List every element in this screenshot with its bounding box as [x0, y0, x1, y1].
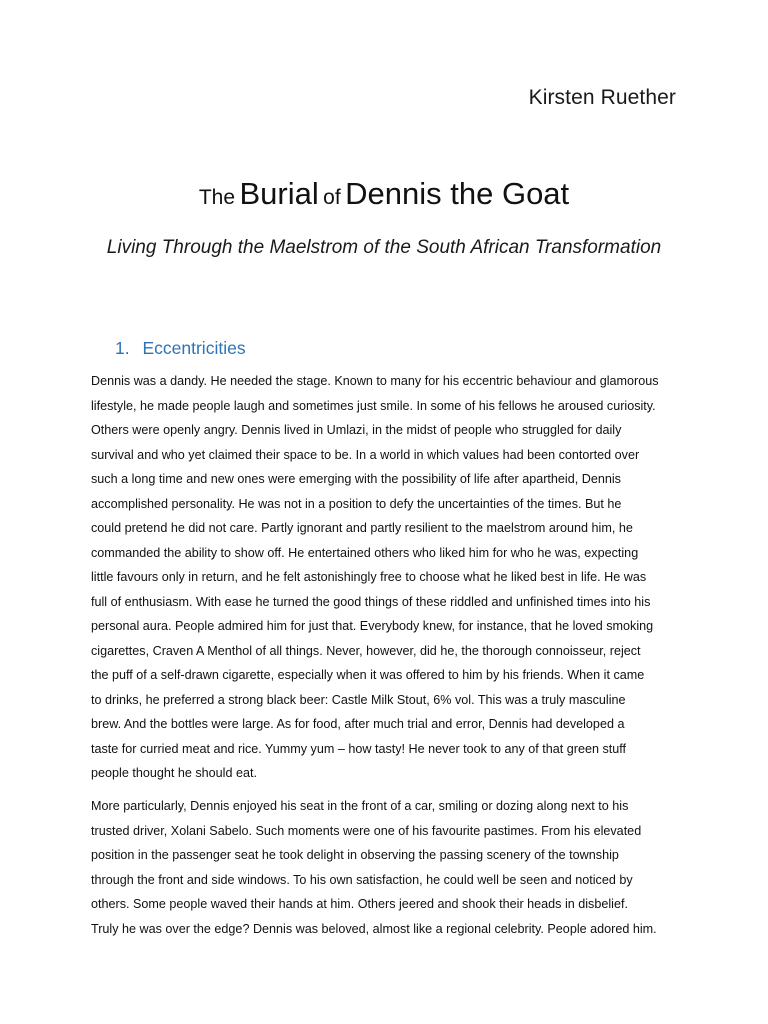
document-subtitle: Living Through the Maelstrom of the South African Transformation	[106, 237, 662, 258]
text-line: to drinks, he preferred a strong black beer: Castle Milk Stout, 6% vol. This was a truly masculine	[91, 692, 626, 707]
document-title	[0, 176, 768, 212]
text-line: accomplished personality. He was not in a position to defy the uncertainties of the times. But he	[91, 496, 622, 511]
text-line: others. Some people waved their hands at him. Others jeered and shook their heads in disbelief.	[91, 897, 628, 911]
text-line: Truly he was over the edge? Dennis was beloved, almost like a regional celebrity. People adored him.	[91, 921, 657, 936]
text-line: personal aura. People admired him for just that. Everybody knew, for instance, that he loved smoking	[91, 619, 654, 633]
text-line: survival and who yet claimed their space to be. In a world in which values had been contorted over	[91, 447, 640, 462]
text-line: position in the passenger seat he took delight in observing the passing scenery of the township	[91, 848, 619, 862]
section-number: 1.	[115, 338, 130, 358]
text-line: full of enthusiasm. With ease he turned the good things of these riddled and unfinished times into his	[91, 594, 651, 609]
text-line: little favours only in return, and he felt astonishingly free to choose what he liked best in life. He was	[91, 570, 647, 584]
text-line: through the front and side windows. To his own satisfaction, he could well be seen and noticed by	[91, 872, 633, 887]
text-line: cigarettes, Craven A Menthol of all things. Never, however, did he, the thorough connoisseur, reject	[91, 643, 641, 658]
section-title: Eccentricities	[142, 338, 246, 358]
text-line: trusted driver, Xolani Sabelo. Such moments were one of his favourite pastimes. From his elevated	[91, 823, 642, 838]
paragraph-1	[91, 369, 691, 786]
author-name: Kirsten Ruether	[528, 86, 676, 109]
text-line: brew. And the bottles were large. As for food, after much trial and error, Dennis had developed a	[91, 717, 625, 731]
text-line: the puff of a self-drawn cigarette, especially when it was offered to him by his friends. When it came	[91, 668, 645, 682]
section-heading	[115, 338, 246, 359]
text-line: lifestyle, he made people laugh and sometimes just smile. In some of his fellows he aroused curiosity.	[91, 398, 656, 413]
text-line: could pretend he did not care. Partly ignorant and partly resilient to the maelstrom around him, he	[91, 521, 633, 535]
text-line: people thought he should eat.	[91, 766, 257, 780]
title-word-dennis-the-goat: Dennis the Goat	[345, 176, 570, 211]
title-word-of: of	[323, 186, 341, 209]
title-word-burial: Burial	[239, 176, 319, 211]
title-word-the: The	[198, 186, 235, 209]
text-line: such a long time and new ones were emerging with the possibility of life after apartheid, Dennis	[91, 472, 621, 486]
text-line: taste for curried meat and rice. Yummy yum – how tasty! He never took to any of that green stuff	[91, 741, 627, 756]
text-line: Dennis was a dandy. He needed the stage. Known to many for his eccentric behaviour and glamorous	[91, 374, 659, 388]
text-line: commanded the ability to show off. He entertained others who liked him for who he was, expecting	[91, 545, 639, 560]
text-line: More particularly, Dennis enjoyed his seat in the front of a car, smiling or dozing along next to his	[91, 799, 629, 813]
text-line: Others were openly angry. Dennis lived in Umlazi, in the midst of people who struggled for daily	[91, 423, 622, 437]
paragraph-2	[91, 794, 691, 941]
